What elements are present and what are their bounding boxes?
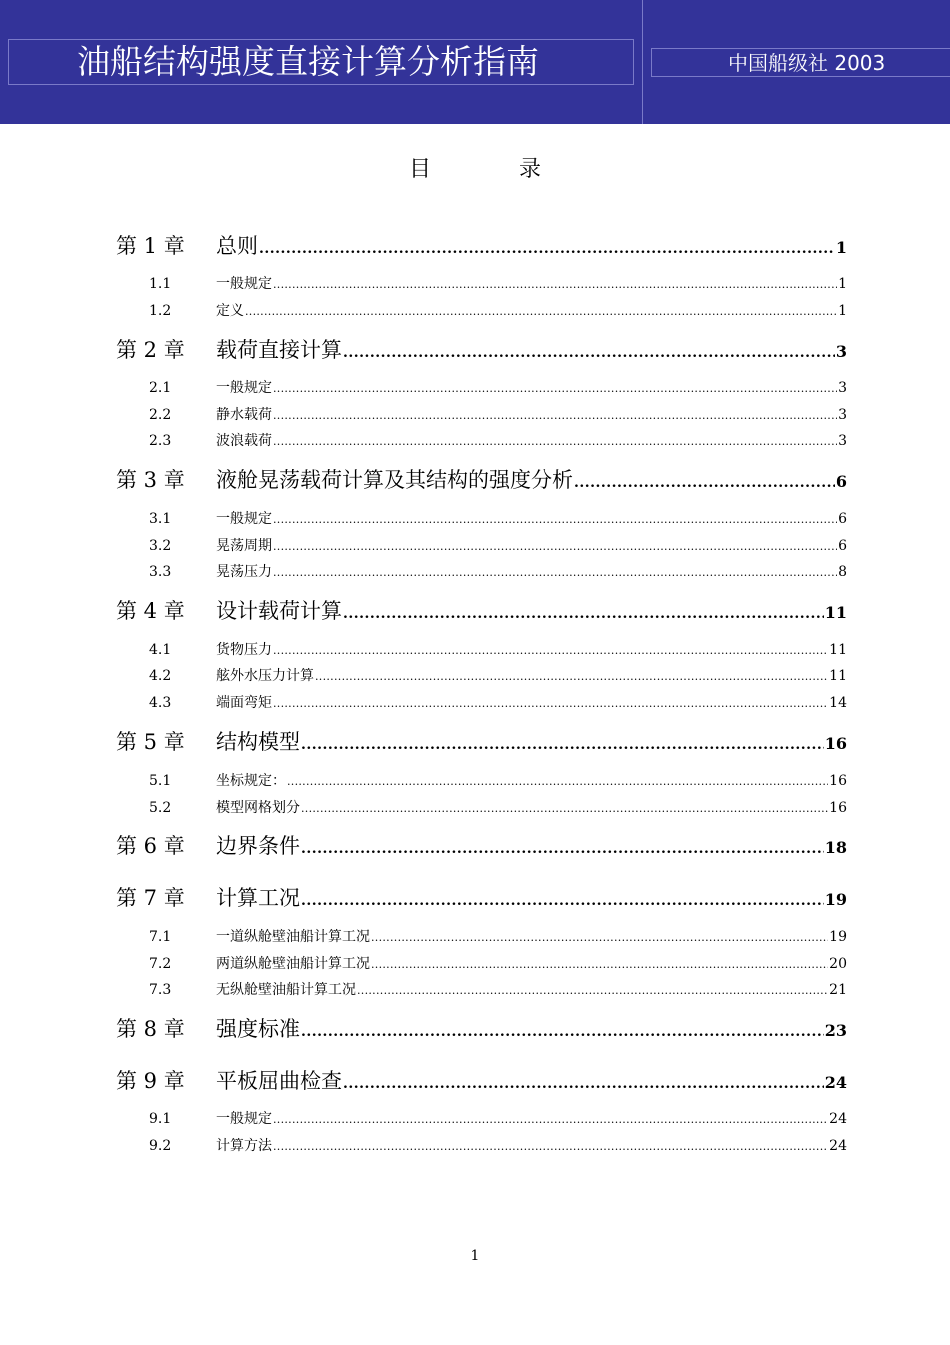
toc-dot-leader <box>343 339 835 367</box>
document-title: 油船结构强度直接计算分析指南 <box>8 39 634 85</box>
toc-heading: 目录 <box>408 157 629 182</box>
toc-entry-line <box>216 558 847 587</box>
toc-section-entry[interactable] <box>0 532 950 560</box>
toc-entry-line <box>216 1132 847 1161</box>
header-banner <box>0 0 950 124</box>
toc-entry-line <box>216 923 847 952</box>
toc-entry-number: 9.1 <box>149 1111 172 1127</box>
toc-entry-title: 边界条件 <box>216 834 300 858</box>
toc-entry-title: 液舱晃荡载荷计算及其结构的强度分析 <box>216 468 573 492</box>
toc-entry-page: 6 <box>838 511 847 527</box>
toc-section-entry[interactable] <box>0 1132 950 1160</box>
toc-entry-title: 总则 <box>216 234 258 258</box>
toc-entry-number: 第 7 章 <box>116 886 185 910</box>
toc-dot-leader <box>273 428 837 456</box>
toc-dot-leader <box>371 951 828 979</box>
toc-entry-number: 第 9 章 <box>116 1069 185 1093</box>
toc-chapter-entry[interactable] <box>0 728 950 756</box>
toc-entry-title: 两道纵舱壁油船计算工况 <box>216 956 370 972</box>
toc-entry-page: 8 <box>838 564 847 580</box>
toc-entry-page: 11 <box>829 668 847 684</box>
toc-chapter-entry[interactable] <box>0 832 950 860</box>
toc-entry-line <box>216 950 847 979</box>
toc-entry-line <box>216 1067 847 1098</box>
toc-section-entry[interactable] <box>0 558 950 586</box>
toc-entry-title: 端面弯矩 <box>216 695 272 711</box>
toc-entry-page: 16 <box>829 773 847 789</box>
toc-entry-title: 晃荡周期 <box>216 538 272 554</box>
toc-chapter-entry[interactable] <box>0 336 950 364</box>
toc-entry-number: 第 4 章 <box>116 599 185 623</box>
toc-dot-leader <box>301 835 824 863</box>
toc-entry-line <box>216 767 847 796</box>
toc-dot-leader <box>343 1070 824 1098</box>
toc-entry-title: 一道纵舱壁油船计算工况 <box>216 929 370 945</box>
toc-entry-number: 1.1 <box>149 276 172 292</box>
toc-chapter-entry[interactable] <box>0 884 950 912</box>
toc-dot-leader <box>315 663 828 691</box>
toc-dot-leader <box>273 1133 828 1161</box>
toc-entry-line <box>216 636 847 665</box>
toc-entry-number: 1.2 <box>149 303 172 319</box>
toc-entry-number: 5.2 <box>149 800 172 816</box>
toc-section-entry[interactable] <box>0 427 950 455</box>
toc-entry-line <box>216 728 847 759</box>
toc-section-entry[interactable] <box>0 794 950 822</box>
toc-dot-leader <box>301 887 824 915</box>
toc-entry-page: 23 <box>824 1021 847 1040</box>
toc-entry-page: 11 <box>824 603 847 622</box>
toc-dot-leader <box>273 1106 828 1134</box>
toc-section-entry[interactable] <box>0 297 950 325</box>
toc-entry-line <box>216 1105 847 1134</box>
toc-dot-leader <box>273 271 837 299</box>
toc-entry-page: 6 <box>838 538 847 554</box>
toc-dot-leader <box>301 1018 824 1046</box>
toc-entry-number: 5.1 <box>149 773 172 789</box>
toc-entry-line <box>216 976 847 1005</box>
toc-entry-title: 载荷直接计算 <box>216 338 342 362</box>
toc-dot-leader <box>301 731 824 759</box>
toc-section-entry[interactable] <box>0 374 950 402</box>
toc-entry-title: 设计载荷计算 <box>216 599 342 623</box>
toc-entry-page: 16 <box>824 734 847 753</box>
toc-entry-line <box>216 532 847 561</box>
toc-entry-number: 第 5 章 <box>116 730 185 754</box>
toc-entry-number: 3.2 <box>149 538 172 554</box>
toc-entry-number: 4.2 <box>149 668 172 684</box>
toc-section-entry[interactable] <box>0 270 950 298</box>
toc-dot-leader <box>273 690 828 718</box>
toc-entry-number: 7.3 <box>149 982 172 998</box>
toc-entry-page: 1 <box>838 276 847 292</box>
toc-dot-leader <box>301 795 828 823</box>
toc-entry-line <box>216 662 847 691</box>
toc-entry-number: 9.2 <box>149 1138 172 1154</box>
toc-section-entry[interactable] <box>0 401 950 429</box>
toc-section-entry[interactable] <box>0 767 950 795</box>
toc-entry-page: 21 <box>829 982 847 998</box>
toc-dot-leader <box>273 559 837 587</box>
toc-section-entry[interactable] <box>0 1105 950 1133</box>
toc-entry-line <box>216 794 847 823</box>
toc-entry-page: 1 <box>838 303 847 319</box>
toc-entry-title: 舷外水压力计算 <box>216 668 314 684</box>
toc-dot-leader <box>287 768 828 796</box>
toc-entry-title: 晃荡压力 <box>216 564 272 580</box>
toc-entry-page: 24 <box>829 1111 847 1127</box>
toc-entry-page: 1 <box>835 238 847 257</box>
toc-entry-line <box>216 374 847 403</box>
toc-entry-number: 4.1 <box>149 642 172 658</box>
toc-entry-title: 一般规定 <box>216 276 272 292</box>
toc-entry-line <box>216 401 847 430</box>
toc-entry-title: 一般规定 <box>216 380 272 396</box>
banner-divider <box>642 0 643 124</box>
toc-section-entry[interactable] <box>0 976 950 1004</box>
toc-entry-number: 第 2 章 <box>116 338 185 362</box>
toc-entry-title: 模型网格划分 <box>216 800 300 816</box>
toc-chapter-entry[interactable] <box>0 466 950 494</box>
toc-dot-leader <box>273 637 828 665</box>
toc-entry-title: 强度标准 <box>216 1017 300 1041</box>
toc-entry-number: 3.1 <box>149 511 172 527</box>
toc-entry-line <box>216 297 847 326</box>
toc-entry-number: 第 8 章 <box>116 1017 185 1041</box>
toc-chapter-entry[interactable] <box>0 232 950 260</box>
toc-entry-page: 3 <box>835 342 847 361</box>
toc-section-entry[interactable] <box>0 505 950 533</box>
toc-chapter-entry[interactable] <box>0 1015 950 1043</box>
toc-dot-leader <box>273 402 837 430</box>
toc-entry-page: 3 <box>838 407 847 423</box>
toc-entry-line <box>216 884 847 915</box>
toc-entry-page: 20 <box>829 956 847 972</box>
toc-entry-line <box>216 505 847 534</box>
toc-dot-leader <box>343 600 824 628</box>
toc-entry-title: 货物压力 <box>216 642 272 658</box>
toc-dot-leader <box>357 977 828 1005</box>
toc-entry-page: 19 <box>824 890 847 909</box>
toc-entry-title: 一般规定 <box>216 511 272 527</box>
toc-entry-page: 16 <box>829 800 847 816</box>
toc-entry-page: 11 <box>829 642 847 658</box>
toc-entry-line <box>216 689 847 718</box>
toc-entry-line <box>216 270 847 299</box>
toc-dot-leader <box>273 375 837 403</box>
toc-entry-page: 18 <box>824 838 847 857</box>
toc-entry-number: 2.2 <box>149 407 172 423</box>
toc-entry-number: 第 1 章 <box>116 234 185 258</box>
toc-entry-title: 结构模型 <box>216 730 300 754</box>
toc-entry-number: 2.1 <box>149 380 172 396</box>
toc-entry-title: 坐标规定： <box>216 773 286 789</box>
toc-entry-line <box>216 597 847 628</box>
toc-entry-number: 第 6 章 <box>116 834 185 858</box>
toc-entry-title: 波浪载荷 <box>216 433 272 449</box>
toc-entry-page: 19 <box>829 929 847 945</box>
toc-entry-page: 24 <box>824 1073 847 1092</box>
page-number: 1 <box>470 1248 480 1264</box>
toc-dot-leader <box>574 469 835 497</box>
toc-entry-line <box>216 336 847 367</box>
toc-entry-page: 3 <box>838 380 847 396</box>
toc-section-entry[interactable] <box>0 689 950 717</box>
toc-entry-title: 平板屈曲检查 <box>216 1069 342 1093</box>
toc-dot-leader <box>371 924 828 952</box>
toc-entry-page: 24 <box>829 1138 847 1154</box>
toc-entry-number: 4.3 <box>149 695 172 711</box>
toc-chapter-entry[interactable] <box>0 1067 950 1095</box>
toc-dot-leader <box>245 298 837 326</box>
toc-entry-number: 2.3 <box>149 433 172 449</box>
toc-entry-line <box>216 466 847 497</box>
toc-entry-page: 6 <box>835 472 847 491</box>
toc-entry-line <box>216 232 847 263</box>
toc-entry-title: 无纵舱壁油船计算工况 <box>216 982 356 998</box>
toc-entry-line <box>216 427 847 456</box>
toc-entry-number: 第 3 章 <box>116 468 185 492</box>
toc-section-entry[interactable] <box>0 636 950 664</box>
toc-entry-page: 14 <box>829 695 847 711</box>
toc-entry-number: 7.1 <box>149 929 172 945</box>
toc-entry-title: 静水载荷 <box>216 407 272 423</box>
organization-label: 中国船级社 2003 <box>651 48 950 77</box>
toc-entry-number: 7.2 <box>149 956 172 972</box>
toc-section-entry[interactable] <box>0 950 950 978</box>
toc-section-entry[interactable] <box>0 662 950 690</box>
toc-entry-title: 定义 <box>216 303 244 319</box>
toc-entry-title: 计算方法 <box>216 1138 272 1154</box>
toc-entry-page: 3 <box>838 433 847 449</box>
toc-dot-leader <box>273 506 837 534</box>
toc-entry-title: 计算工况 <box>216 886 300 910</box>
toc-entry-title: 一般规定 <box>216 1111 272 1127</box>
toc-dot-leader <box>259 235 835 263</box>
toc-dot-leader <box>273 533 837 561</box>
toc-entry-line <box>216 832 847 863</box>
toc-section-entry[interactable] <box>0 923 950 951</box>
toc-chapter-entry[interactable] <box>0 597 950 625</box>
toc-entry-number: 3.3 <box>149 564 172 580</box>
toc-entry-line <box>216 1015 847 1046</box>
